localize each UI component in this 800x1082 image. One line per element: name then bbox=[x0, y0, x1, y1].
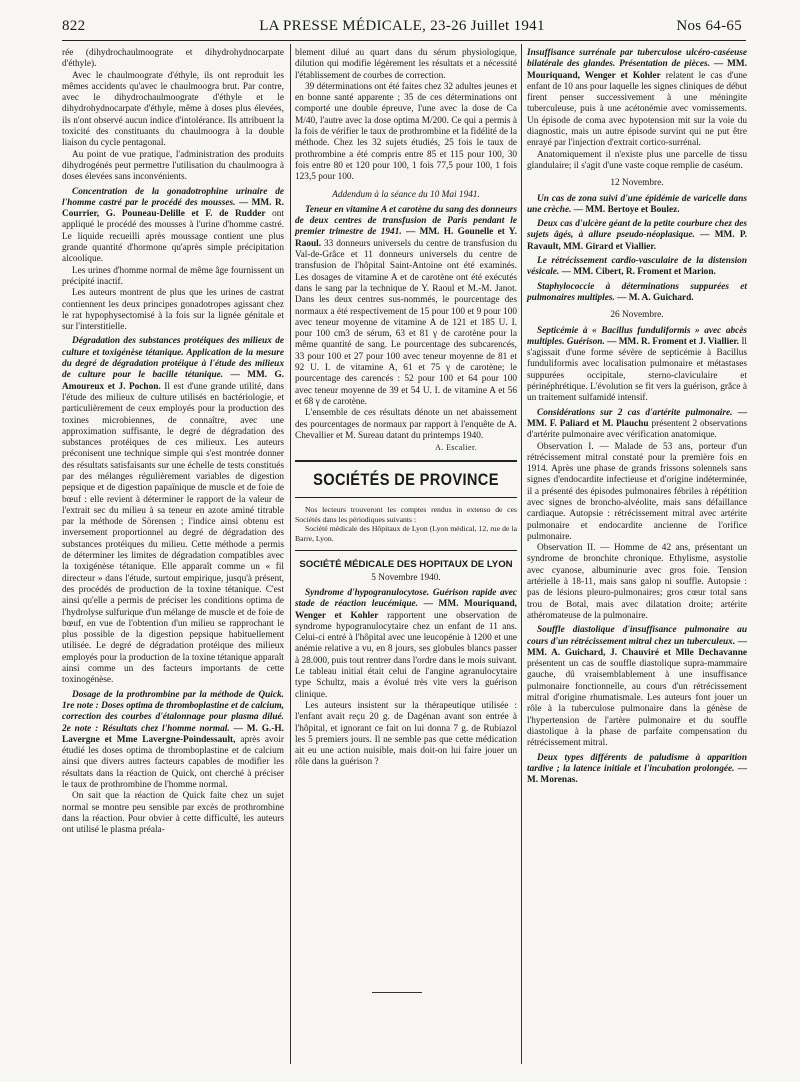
end-rule bbox=[372, 992, 422, 993]
session-date: 12 Novembre. bbox=[610, 178, 664, 189]
observation-2: Observation II. — Homme de 42 ans, présentant un syndrome de bronchite chronique. Ethylisme, asystolie avec cyanose, albuminurie avec gros foie. Tension artérielle à 18-11, mais sans galop ni souffle. Autopsie : pas de lésions pleuro-pulmonaires; gros cœur total sans trou de Botal, mais avec dilatation droite; artérite athéromateuse de la pulmonaire. bbox=[527, 543, 747, 621]
addendum-heading bbox=[295, 190, 517, 201]
communication-title: Deux cas d'ulcère géant de la petite courbure chez des sujets âgés, à allure pseudo-néoplasique. bbox=[527, 219, 747, 241]
paragraph: On sait que la réaction de Quick faite chez un sujet normal se montre peu sensible par excès de prothrombine dans la réaction. Pour obvier à cette difficulté, les auteurs ont utilisé le plasma préala- bbox=[62, 791, 284, 836]
note-periodical: Société médicale des Hôpitaux de Lyon (Lyon médical, 12, rue de la Barre, Lyon. bbox=[295, 524, 517, 543]
communication-authors: — MM. R. Courrier, G. Pouneau-Delille et F. de Rudder bbox=[62, 197, 284, 220]
communication-title: Considérations sur 2 cas d'artérite pulmonaire. bbox=[537, 407, 733, 418]
paragraph: Avec le chaulmoograte d'éthyle, ils ont reproduit les mêmes accidents qu'avec le chaulmoogra brut. Par contre, avec le dihydrochaulmoograte d'éthyle et le dihydrohydnocarpate d'éthyle, même à doses plus élevées, ils n'ont observé aucun indice d'intolérance. Ils attribuent la toxicité des constituants du chaulmoogra à la double liaison du cycle pentagonal. bbox=[62, 70, 284, 149]
header-rule bbox=[62, 40, 746, 41]
communication-text: après avoir étudié les doses optima de thromboplastine et de calcium ainsi que divers autres facteurs capables de modifier les résultats dans la réaction de Quick, ont cherché à préciser le taux de prothrombine de l'homme normal. bbox=[62, 734, 285, 790]
column-2 bbox=[295, 48, 517, 769]
communication-title: Deux types différents de paludisme à apparition tardive ; la latence initiale et l'incubation prolongée. bbox=[527, 752, 747, 774]
communication-authors: — MM. Bertoye et Boulez. bbox=[573, 204, 680, 215]
communication-hypogranulocytose bbox=[295, 588, 517, 701]
paragraph: Les auteurs insistent sur la thérapeutique utilisée : l'enfant avait reçu 20 g. de Dagénan avant son entrée à l'hôpital, et ignorant ce fait on lui donna 7 g. de Rubiazol les 5 premiers jours. Il ne semble pas que cette médication ait eu une action nuisible, mais doit-on lui faire jouer un rôle dans la guérison ? bbox=[295, 700, 517, 768]
section-rule bbox=[295, 497, 517, 498]
communication-septicemie bbox=[527, 326, 747, 405]
communication-authors: — M. Morenas. bbox=[527, 763, 748, 786]
communication-text: Il est d'une grande utilité, dans l'étude des milieux de culture utilisés en bactériologie, et particulièrement de ceux employés pour la production des toxines microbiennes, de connaître, avec une approximation suffisante, le degré de dégradation des substances protéiques de ces milieux. Les auteurs préconisent une technique simple qui s'est montrée donner des résultats satisfaisants sur une échelle de tests constitués par des mélanges régulièrement variables de digestion pepsique et de digestion papaïnique de muscle et de foie de bœuf : elle revient à déterminer le rapport de la valeur de l'extrait sec du milieu à sa teneur en azote aminé titrable par la méthode de Sörensen ; l'indice ainsi obtenu est inversement proportionnel au degré de dégradation des substances protéiques du milieu. Cette méthode a permis de déterminer les limites de dégradation compatibles avec la toxigénèse tétanique. Elle apparaît comme un « fil directeur » dans l'étude, surtout empirique, jusqu'à présent, des procédés de production de la toxine tétanique. C'est ainsi qu'elle a permis de préciser les conditions optima de l'hydrolyse sulfurique d'un mélange de muscle et de foie de bœuf, en vue de l'obtention d'un milieu se rapprochant le plus possible de la digestion pepsique habituellement utilisée. Le degré de dégradation protéique des milieux employés pour la production de la toxine tétanique apparaît ainsi comme un des facteurs importants de cette toxinogénèse. bbox=[62, 381, 284, 686]
section-rule bbox=[295, 460, 517, 462]
communication-arterite bbox=[527, 408, 747, 442]
communication-title: Staphylococcie à déterminations suppurées et pulmonaires multiples. bbox=[527, 281, 747, 303]
communication-title: Insuffisance surrénale par tuberculose ulcéro-caséeuse bilatérale des glandes. Présentation de pièces. bbox=[527, 48, 747, 70]
communication-vitamine bbox=[295, 205, 517, 408]
communication-zona bbox=[527, 194, 747, 217]
observation-1: Observation I. — Malade de 53 ans, porteur d'un rétrécissement mitral constaté pour la première fois en 1914. Après une phase de grands frissons solennels sans signes d'endocardite infectieuse et d'origine indéterminée, il a présenté des épisodes pulmonaires fébriles à répétition avec signes de broncho-alvéolite, mais sans défaillance cardiaque. Autopsie : rétrécissement mitral avec artérite pulmonaire et endocardite ancienne de l'orifice pulmonaire. bbox=[527, 441, 747, 542]
communication-title: Concentration de la gonadotrophine urinaire de l'homme castré par le procédé des mousses. bbox=[62, 186, 284, 208]
paragraph: 39 déterminations ont été faites chez 32 adultes jeunes et en bonne santé apparente ; 35 de ces déterminations ont comporté une double épreuve, l'une avec la dose de Ca M/40, l'autre avec la dose optima M/200. Ce qui a permis à la fois de vérifier le taux de prothrombine et la fidélité de la méthode. Chez les 32 sujets étudiés, 25 fois le taux de prothrombine a été compris entre 85 et 115 pour 100, 30 fois entre 80 et 120 pour 100, 1 fois 77,5 pour 100, 1 fois 123,5 pour 100. bbox=[295, 81, 518, 183]
communication-authors: — MM. Cibert, R. Froment et Marion. bbox=[561, 267, 716, 278]
paragraph: rée (dihydrochaulmoograte et dihydrohydnocarpate d'éthyle). bbox=[62, 48, 284, 70]
page-header bbox=[62, 18, 742, 38]
note-intro: Nos lecteurs trouveront les comptes rendus in extenso de ces Sociétés dans les périodiques suivants : bbox=[295, 505, 517, 524]
communication-text: présentent un cas de souffle diastolique supra-mammaire gauche, dû vraisemblablement à une insuffisance pulmonaire fonctionnelle, au cours d'un rétrécissement mitral d'origine rhumatismale. Les auteurs font jouer un rôle à la tuberculose pulmonaire dans la génèse de l'hypertension de l'artère pulmonaire et du souffle diastolique à la phase de parfaite compensation du rétrécissement mitral. bbox=[527, 659, 747, 749]
communication-authors: — MM. R. Froment et J. Viallier. bbox=[607, 336, 739, 347]
communication-authors: — MM. Mouriquand, Wenger et Kohler bbox=[527, 59, 748, 81]
communication-retrecissement bbox=[527, 256, 747, 279]
signature: A. Escalier. bbox=[435, 443, 477, 453]
communication-authors: — MM. A. Guichard, J. Chauviré et Mlle Dechavanne bbox=[527, 636, 747, 658]
communication-text: rapportent une observation de syndrome hypogranulocytaire chez un enfant de 11 ans. Celui-ci entré à l'hôpital avec une leucopénie à 1200 et une anémie relative a vu, en 8 jours, ses globules blancs passer à 28.000, puis tout rentrer dans l'ordre dans le mois suivant. Le tableau initial était celui de l'angine agranulocytaire type Schultz, mais a évolué très vite vers la guérison clinique. bbox=[295, 610, 517, 700]
paragraph: L'ensemble de ces résultats dénote un net abaissement des pourcentages de normaux par rapport à l'enquête de A. Chevallier et M. Sureau datant du printemps 1940. bbox=[295, 408, 517, 441]
addendum-text: Addendum à la séance du 10 Mai 1941. bbox=[332, 189, 480, 200]
communication-text: relatent le cas d'une enfant de 10 ans pour laquelle les signes cliniques de début firent penser successivement à une méningite tuberculeuse, puis à une acétonémie avec vomissements. Un épisode de coma avec hypotension mit sur la voie du diagnostic, mais un autre épisode survint qui ne put être enrayé par l'injection d'extrait cortico-surrénal. bbox=[527, 70, 747, 149]
session-date: 5 Novembre 1940. bbox=[371, 572, 441, 583]
communication-paludisme bbox=[527, 753, 747, 787]
paragraph: Au point de vue pratique, l'administration des produits dihydrogénés peut permettre l'utilisation du chaulmoogra à doses élevées sans inconvénients. bbox=[62, 149, 284, 183]
communication-authors: — M. A. Guichard. bbox=[617, 292, 694, 303]
paragraph: Les auteurs montrent de plus que les urines de castrat contiennent les deux principes gonadotropes agissant chez le rat hypophysectomisé à la fois sur la lignée génitale et sur l'interstitielle. bbox=[62, 288, 284, 333]
section-rule bbox=[295, 550, 517, 551]
communication-authors: — MM. Mouriquand, Wenger et Kohler bbox=[295, 599, 518, 621]
communication-authors: — MM. H. Gounelle et Y. Raoul. bbox=[295, 227, 517, 249]
communication-authors: — MM. F. Paliard et M. Plauchu bbox=[527, 407, 748, 429]
society-title: SOCIÉTÉ MÉDICALE DES HOPITAUX DE LYON bbox=[299, 559, 513, 571]
communication-title: Souffle diastolique d'insuffisance pulmonaire au cours d'un rétrécissement mitral chez un tuberculeux. bbox=[527, 625, 747, 647]
communication-gonadotrophine bbox=[62, 187, 284, 266]
paragraph: blement dilué au quart dans du sérum physiologique, dilution qui modifie légèrement les résultats et a nécessité l'établissement de courbes de correction. bbox=[295, 48, 517, 81]
paragraph: Les urines d'homme normal de même âge fournissent un précipité inactif. bbox=[62, 265, 284, 287]
communication-title: Syndrome d'hypogranulocytose. Guérison rapide avec stade de réaction leucémique. bbox=[295, 587, 517, 610]
communication-title: Septicémie à « Bacillus funduliformis » avec abcès multiples. Guérison. bbox=[527, 325, 747, 347]
issue-number: Nos 64-65 bbox=[676, 18, 742, 34]
column-1 bbox=[62, 48, 284, 836]
session-date: 26 Novembre. bbox=[610, 310, 664, 321]
communication-text: 33 donneurs universels du centre de transfusion du Val-de-Grâce et 11 donneurs universels du centre de transfusion de l'hôpital Saint-Antoine ont été examinés. Les dosages de vitamine A et de carotène ont été exécutés dans le sang par la technique de Y. Raoul et M.-M. Janot. Dans les deux centres sus-nommés, le pourcentage des normaux a été respectivement de 15 pour 100 et 9 pour 100 avec teneur moyenne de vitamine A de 121 et 185 U. I. pour 100 cm3 de sérum, 63 et 81 γ de carotène pour la même quantité de sang. Le pourcentage des subcarencés, 33 pour 100 et 27 pour 100 avec teneur moyenne de 81 et 92 U. I. de vitamine A, 61 et 75 γ de carotène; le pourcentage des carencés : 52 pour 100 et 64 pour 100 avec teneur moyenne de 39 et 54 U. I. de vitamine A et 56 et 68 γ de carotène. bbox=[295, 238, 518, 407]
communication-authors: — M. G.-H. Lavergne et Mme Lavergne-Poindessault, bbox=[62, 723, 284, 745]
communication-title: Dégradation des substances protéiques des milieux de culture et toxigénèse tétanique. Application de la mesure du degré de dégradation protéique à l'étude des milieux de culture pour le bacille tétanique. bbox=[62, 336, 284, 381]
communication-souffle bbox=[527, 625, 747, 749]
communication-title: Le rétrécissement cardio-vasculaire de la distension vésicale. bbox=[527, 256, 747, 278]
section-title: SOCIÉTÉS DE PROVINCE bbox=[313, 470, 499, 490]
communication-degradation bbox=[62, 336, 284, 686]
column-divider-2 bbox=[521, 44, 522, 1064]
column-3 bbox=[527, 48, 747, 786]
communication-authors: — MM. G. Amoureux et J. Pochon. bbox=[62, 370, 285, 392]
communication-staphylococcie bbox=[527, 282, 747, 305]
communication-authors: — MM. P. Ravault, MM. Girard et Viallier. bbox=[527, 230, 748, 252]
communication-title: Dosage de la prothrombine par la méthode de Quick. 1re note : Doses optima de thromboplastine et de calcium, correction des courbes d'étalonnage pour plasma dilué. 2e note : Résultats chez l'homme normal. bbox=[62, 689, 284, 734]
communication-title: Teneur en vitamine A et carotène du sang des donneurs de deux centres de transfusion de Paris pendant le premier trimestre de 1941. bbox=[295, 204, 517, 238]
journal-title: LA PRESSE MÉDICALE, 23-26 Juillet 1941 bbox=[259, 18, 545, 34]
communication-ulcere bbox=[527, 219, 747, 253]
communication-text: ont appliqué le procédé des mousses à l'urine d'homme castré. Le liquide recueilli après moussage contient une plus grande quantité d'hormone qu'après simple précipitation alcoolique. bbox=[62, 209, 285, 265]
communication-prothrombine bbox=[62, 690, 284, 792]
communication-surrenale bbox=[527, 48, 747, 150]
paragraph: Anatomiquement il n'existe plus une parcelle de tissu glandulaire; il s'agit d'une vaste coque remplie de caséum. bbox=[527, 149, 747, 171]
communication-title: Un cas de zona suivi d'une épidémie de varicelle dans une crèche. bbox=[527, 193, 747, 215]
column-divider-1 bbox=[290, 44, 291, 1064]
page-number: 822 bbox=[62, 18, 86, 34]
communication-text: Il s'agissait d'une forme sévère de septicémie à Bacillus funduliformis avec localisation pulmonaire et métastases suppurées occipitale, sterno-claviculaire et périnéphrétique. L'évolution se fit vers la guérison, grâce à un traitement sulfamidé intensif. bbox=[527, 336, 748, 404]
communication-text: présentent 2 observations d'artérite pulmonaire avec vérification anatomique. bbox=[527, 418, 748, 441]
